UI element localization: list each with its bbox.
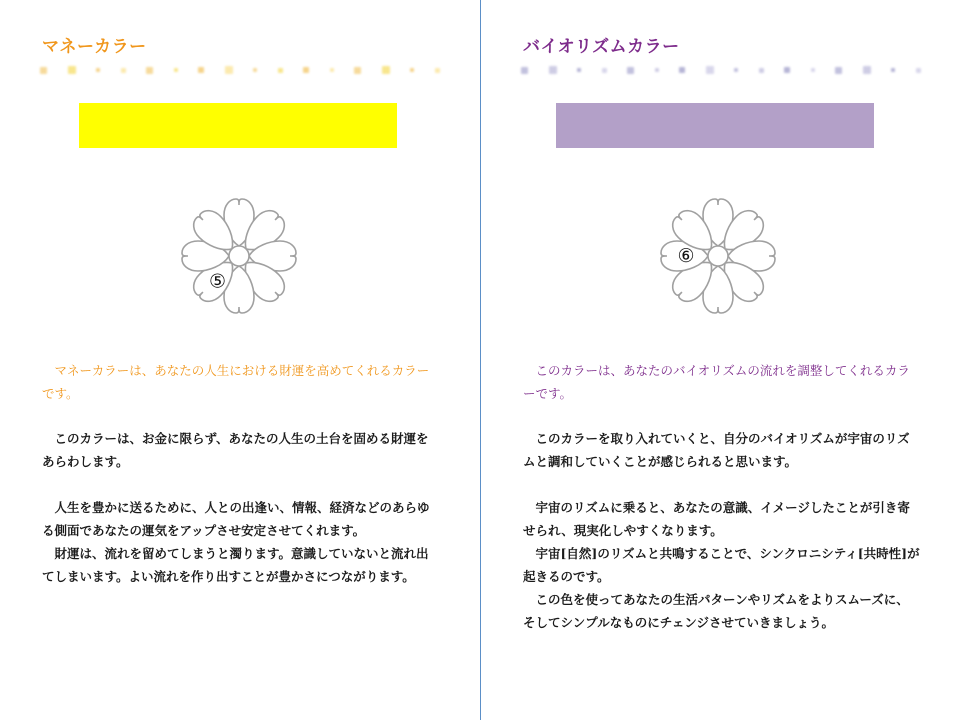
ornament-dot [121,68,126,73]
ornament-dot [225,66,233,74]
ornament-dot [734,68,738,72]
body-paragraph-1: このカラーは、お金に限らず、あなたの人生の土台を固める財運をあらわします。 [42,431,429,469]
ornament-dot [330,68,334,72]
body-paragraph-2: 人生を豊かに送るために、人との出逢い、情報、経済などのあらゆる側面であなたの運気をアップさせ安定させてくれます。 [42,500,430,538]
ornament-dot [577,68,581,72]
money-color-title: マネーカラー [42,37,147,57]
ornament-dot [521,67,528,74]
ornament-dot [759,68,764,73]
ornament-dot [602,68,607,73]
ornament-dot [916,68,921,73]
body-paragraph-3: 財運は、流れを留めてしまうと濁ります。意識していないと流れ出てしまいます。よい流れを作り出すことが豊かさにつながります。 [42,546,429,584]
ornament-dot [198,67,204,73]
money-color-swatch [79,103,397,148]
biorhythm-lead-text [523,359,921,405]
ornament-dot [655,68,659,72]
body-paragraph-1: このカラーを取り入れていくと、自分のバイオリズムが宇宙のリズムと調和していくことが感じられると思います。 [523,431,910,469]
ornament-dot [96,68,100,72]
biorhythm-color-swatch [556,103,874,148]
lead-paragraph: このカラーは、あなたのバイオリズムの流れを調整してくれるカラーです。 [523,363,910,401]
ornament-dot [679,67,685,73]
ornament-dot [174,68,178,72]
body-paragraph-2: 宇宙のリズムに乗ると、あなたの意識、イメージしたことが引き寄せられ、現実化しやすくなります。 [523,500,910,538]
flower-icon [650,188,786,324]
flower-number: ⑥ [677,245,695,267]
ornament-dot [278,68,283,73]
ornament-dot [811,68,815,72]
ornament-dot [784,67,790,73]
ornament-dot [549,66,557,74]
ornament-dot [410,68,414,72]
body-paragraph-4: この色を使ってあなたの生活パターンやリズムをよりスムーズに、そしてシンプルなものにチェンジさせていきましょう。 [523,592,909,630]
money-lead-text [42,359,440,405]
biorhythm-color-title: バイオリズムカラー [523,37,680,57]
ornament-dot [382,66,390,74]
biorhythm-flower-diagram [650,188,786,324]
ornament-dot [253,68,257,72]
body-paragraph-3: 宇宙[自然]のリズムと共鳴することで、シンクロニシティ[共時性]が起きるのです。 [523,546,920,584]
flower-icon [171,188,307,324]
ornament-dot [835,67,842,74]
ornament-dot [303,67,309,73]
money-flower-diagram [171,188,307,324]
ornament-dot [354,67,361,74]
ornament-dot [146,67,153,74]
ornament-dot [68,66,76,74]
money-dot-ornament [40,64,440,76]
ornament-dot [863,66,871,74]
biorhythm-body-text [523,427,921,634]
ornament-dot [435,68,440,73]
money-body-text [42,427,440,588]
ornament-dot [40,67,47,74]
biorhythm-color-panel [481,0,960,720]
lead-paragraph: マネーカラーは、あなたの人生における財運を高めてくれるカラーです。 [42,363,430,401]
biorhythm-dot-ornament [521,64,921,76]
ornament-dot [627,67,634,74]
ornament-dot [706,66,714,74]
ornament-dot [891,68,895,72]
flower-number: ⑤ [209,270,227,293]
